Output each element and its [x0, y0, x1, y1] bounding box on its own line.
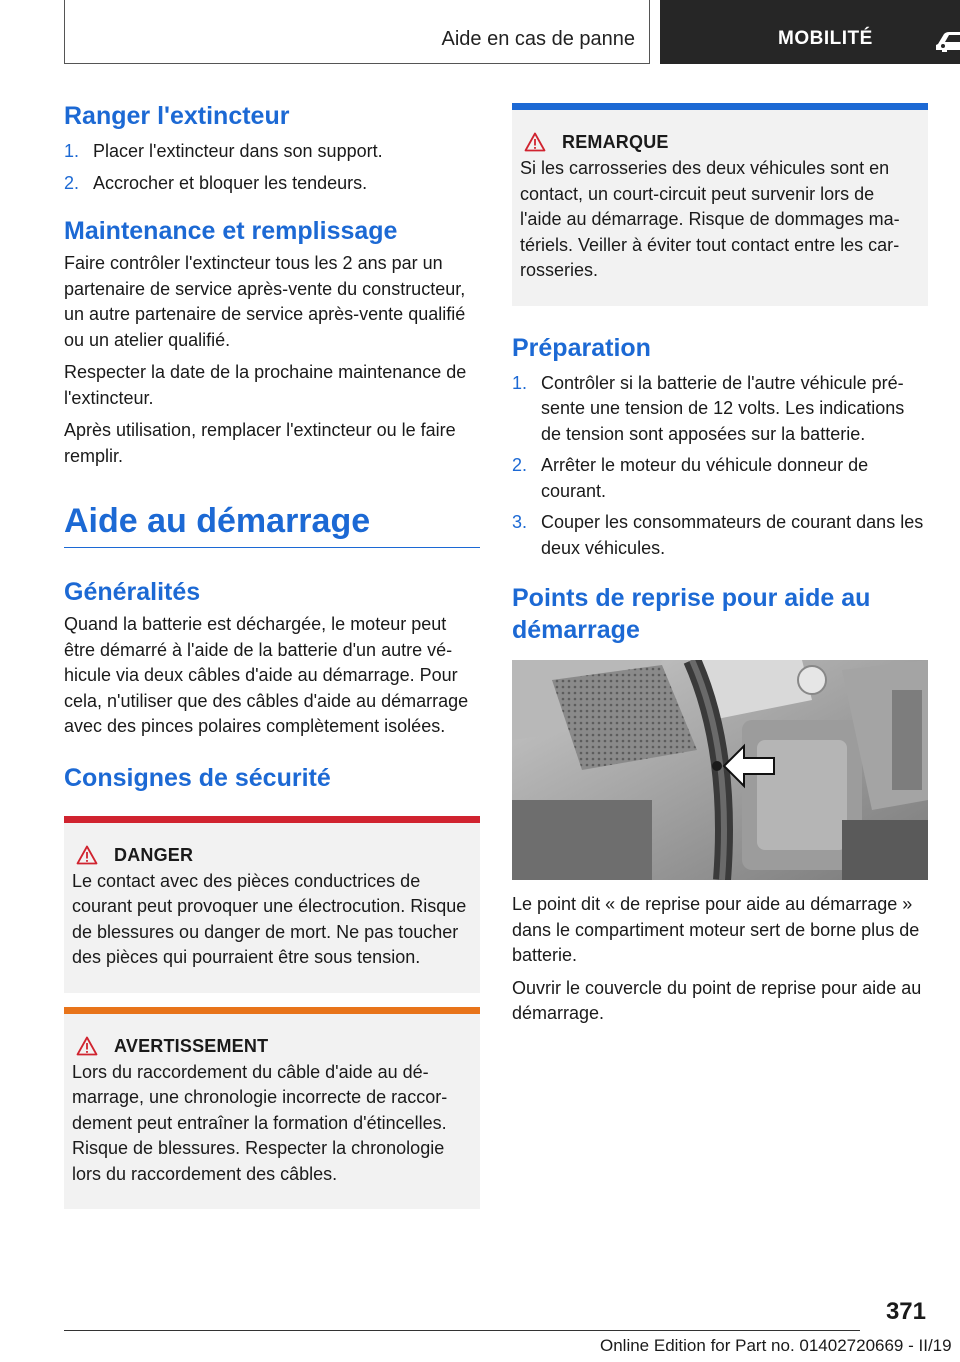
- step-number: 1.: [64, 141, 80, 161]
- header-chapter-tab: [660, 0, 960, 64]
- danger-box: [64, 816, 480, 993]
- step-text: Placer l'extincteur dans son support.: [93, 141, 383, 161]
- step-text: Couper les consommateurs de courant dans les deux véhicules.: [541, 512, 924, 558]
- warning-title: AVERTISSEMENT: [114, 1035, 269, 1056]
- safety-heading: Consignes de sécurité: [64, 763, 331, 792]
- page-number: 371: [885, 1298, 926, 1325]
- warning-triangle-icon: [76, 1036, 98, 1056]
- list-item: [64, 139, 480, 165]
- notice-box: [512, 103, 928, 306]
- warning-triangle-icon: [524, 132, 546, 152]
- step-number: 2.: [64, 172, 80, 193]
- car-icon: [932, 30, 960, 54]
- warning-triangle-icon: [76, 845, 98, 865]
- store-heading: Ranger l'extincteur: [64, 102, 290, 130]
- engine-bay-photo: [512, 660, 928, 880]
- list-item: [512, 510, 928, 561]
- warning-box: [64, 1007, 480, 1210]
- header-section-tab: [64, 0, 650, 64]
- general-heading: Généralités: [64, 578, 201, 606]
- general-paragraph: Quand la batterie est déchargée, le moteur peut être démarré à l'aide de la batterie d'un autre véhicule via deux câbles d'aide au démarrage. Pour cela, n'utiliser que des câbles d'aide au démarrage avec des pinces polaires complètement isolées.: [64, 614, 469, 736]
- jump-points-heading: Points de reprise pour aide au démarrage: [512, 584, 871, 644]
- step-text: Arrêter le moteur du véhicule donneur de courant.: [541, 455, 869, 501]
- danger-text: Le contact avec des pièces conductrices de courant peut provoquer une électrocution. Risque de blessures ou danger de mort. Ne pas toucher des pièces qui pourraient être sous tension.: [72, 870, 467, 967]
- preparation-steps: [512, 371, 928, 562]
- footer-edition: Online Edition for Part no. 01402720669 - II/19: [600, 1336, 952, 1355]
- warning-title-row: [72, 1034, 472, 1058]
- step-text: Accrocher et bloquer les tendeurs.: [93, 172, 368, 193]
- step-text: Contrôler si la batterie de l'autre véhicule présente une tension de 12 volts. Les indications de tension sont apposées sur la batterie.: [541, 372, 905, 444]
- list-item: [512, 371, 928, 448]
- header-section-title: Aide en cas de panne: [441, 28, 635, 50]
- list-item: [512, 453, 928, 504]
- header-chapter-title: MOBILITÉ: [778, 28, 873, 49]
- step-number: 3.: [512, 512, 528, 532]
- jump-start-heading: Aide au démarrage: [64, 499, 480, 548]
- danger-title: DANGER: [114, 844, 194, 865]
- jump-points-paragraph-1: Le point dit « de reprise pour aide au démarrage » dans le compartiment moteur sert de borne plus de batterie.: [512, 894, 920, 965]
- notice-text: Si les carrosseries des deux véhicules sont en contact, un court-circuit peut survenir lors de l'aide au démarrage. Risque de dommages matériels. Veiller à éviter tout contact entre les carrosseries.: [520, 158, 900, 280]
- list-item: [64, 171, 480, 197]
- left-column: [64, 100, 480, 1209]
- maintenance-heading: Maintenance et remplissage: [64, 217, 398, 245]
- right-column: [512, 103, 928, 1027]
- notice-title: REMARQUE: [562, 132, 669, 152]
- engine-bay-illustration: [512, 660, 928, 880]
- step-number: 2.: [512, 455, 528, 475]
- footer-divider: [64, 1330, 860, 1331]
- maintenance-paragraph-2: Respecter la date de la prochaine maintenance de l'extincteur.: [64, 362, 467, 408]
- maintenance-paragraph-1: Faire contrôler l'extincteur tous les 2 ans par un partenaire de service après-vente du constructeur, un autre partenaire de service après-vente qualifié ou un atelier qualifié.: [64, 253, 466, 350]
- preparation-heading: Préparation: [512, 333, 651, 362]
- warning-text: Lors du raccordement du câble d'aide au démarrage, une chronologie incorrecte de raccordement peut entraîner la formation d'étincelles. Risque de blessures. Respecter la chronologie lors du raccordement des câbles.: [72, 1061, 448, 1184]
- store-steps: [64, 139, 480, 196]
- maintenance-paragraph-3: Après utilisation, remplacer l'extincteur ou le faire remplir.: [64, 420, 456, 466]
- step-number: 1.: [512, 372, 528, 393]
- jump-points-paragraph-2: Ouvrir le couvercle du point de reprise pour aide au démarrage.: [512, 977, 922, 1023]
- danger-title-row: [72, 843, 472, 867]
- notice-title-row: [520, 130, 920, 154]
